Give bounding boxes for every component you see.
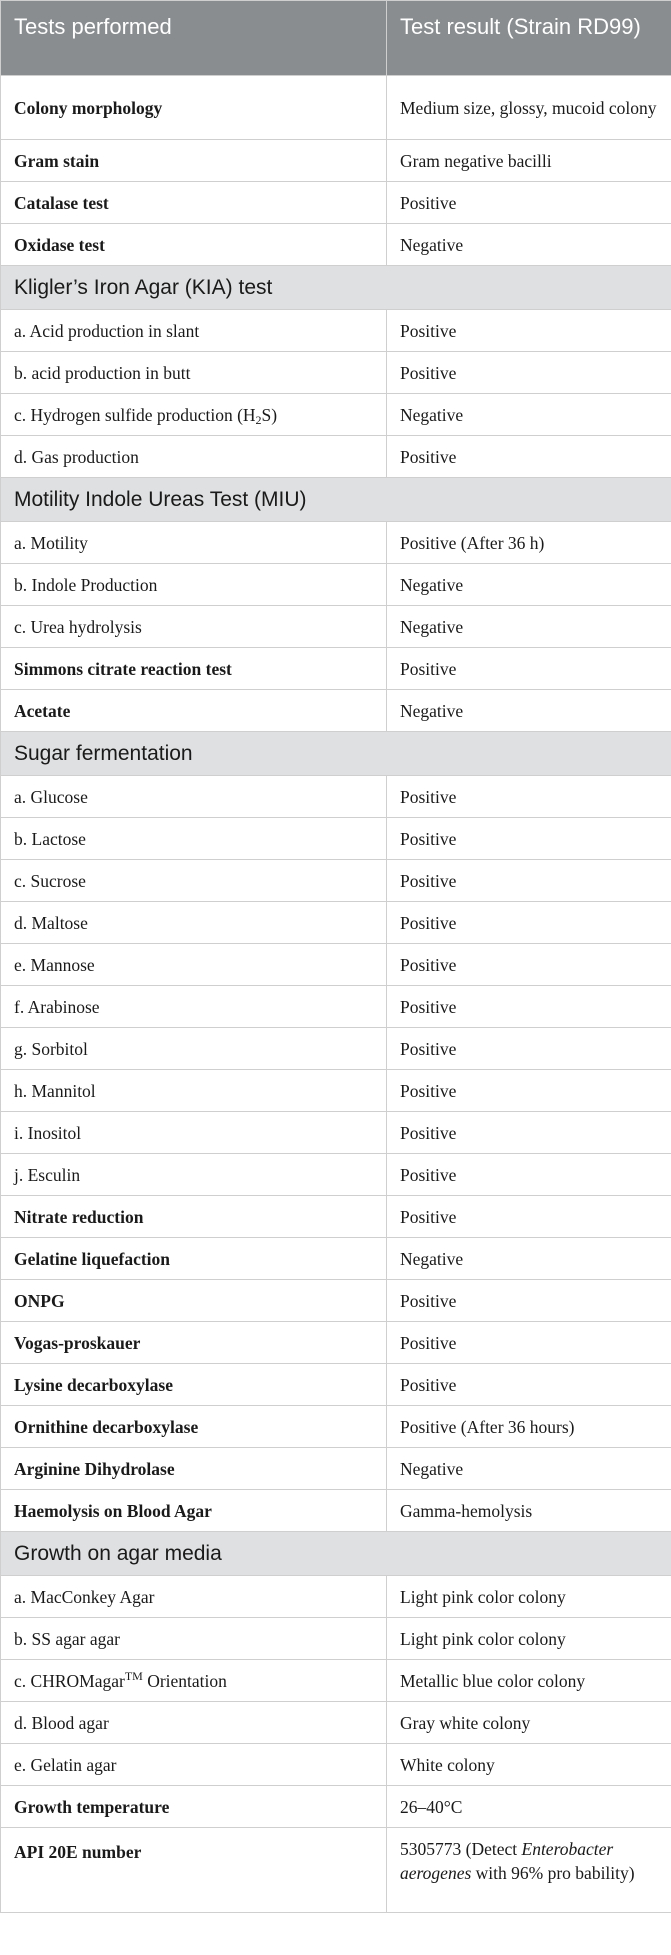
section-label: Growth on agar media	[1, 1532, 671, 1576]
table-row	[1, 1238, 671, 1280]
column-header-result: Test result (Strain RD99)	[387, 1, 671, 76]
test-name: g. Sorbitol	[1, 1028, 387, 1070]
test-result: Negative	[387, 394, 671, 436]
table-row	[1, 776, 671, 818]
test-result: Positive	[387, 776, 671, 818]
test-name: Gelatine liquefaction	[1, 1238, 387, 1280]
test-result: Positive	[387, 436, 671, 478]
test-result: Positive	[387, 310, 671, 352]
table-row	[1, 1786, 671, 1828]
test-name: b. SS agar agar	[1, 1618, 387, 1660]
table-row	[1, 648, 671, 690]
table-row	[1, 1618, 671, 1660]
test-name	[1, 394, 387, 436]
test-result: Positive	[387, 902, 671, 944]
test-result: Positive (After 36 hours)	[387, 1406, 671, 1448]
test-name-part: S)	[261, 404, 278, 425]
test-name: Acetate	[1, 690, 387, 732]
subscript: 2	[255, 412, 262, 427]
section-row	[1, 266, 671, 310]
table-row	[1, 394, 671, 436]
species-name: Enterobacter aerogenes	[400, 1839, 614, 1883]
table-row	[1, 1028, 671, 1070]
test-result: Positive	[387, 818, 671, 860]
test-name: Lysine decarboxylase	[1, 1364, 387, 1406]
test-result: Light pink color colony	[387, 1576, 671, 1618]
table-row	[1, 352, 671, 394]
section-label: Kligler’s Iron Agar (KIA) test	[1, 266, 671, 310]
test-result: Positive	[387, 1070, 671, 1112]
test-result: Positive	[387, 986, 671, 1028]
table-row	[1, 1490, 671, 1532]
table-row	[1, 436, 671, 478]
test-name	[1, 1660, 387, 1702]
test-result: Positive	[387, 1028, 671, 1070]
table-row	[1, 902, 671, 944]
table-row	[1, 690, 671, 732]
section-label: Motility Indole Ureas Test (MIU)	[1, 478, 671, 522]
test-name: a. MacConkey Agar	[1, 1576, 387, 1618]
result-part: 5305773 (Detect	[400, 1839, 522, 1859]
test-result: Negative	[387, 224, 671, 266]
test-result: Positive	[387, 1322, 671, 1364]
test-name: e. Mannose	[1, 944, 387, 986]
table-row	[1, 564, 671, 606]
test-result: Gray white colony	[387, 1702, 671, 1744]
test-result: Gamma-hemolysis	[387, 1490, 671, 1532]
section-row	[1, 478, 671, 522]
table-row	[1, 1406, 671, 1448]
test-name: e. Gelatin agar	[1, 1744, 387, 1786]
test-result: Positive	[387, 1196, 671, 1238]
table-row	[1, 944, 671, 986]
test-name: a. Glucose	[1, 776, 387, 818]
table-row	[1, 310, 671, 352]
table-row	[1, 1196, 671, 1238]
test-name: Haemolysis on Blood Agar	[1, 1490, 387, 1532]
test-name: b. Lactose	[1, 818, 387, 860]
table-header-row	[1, 1, 671, 76]
test-name: b. acid production in butt	[1, 352, 387, 394]
table-row	[1, 1702, 671, 1744]
test-name: ONPG	[1, 1280, 387, 1322]
test-name: d. Maltose	[1, 902, 387, 944]
test-name: j. Esculin	[1, 1154, 387, 1196]
test-result: Negative	[387, 564, 671, 606]
table-row	[1, 1070, 671, 1112]
test-name: i. Inositol	[1, 1112, 387, 1154]
test-name: b. Indole Production	[1, 564, 387, 606]
table-row	[1, 182, 671, 224]
test-name: Gram stain	[1, 140, 387, 182]
test-name: a. Acid production in slant	[1, 310, 387, 352]
table-row	[1, 986, 671, 1028]
test-name: d. Gas production	[1, 436, 387, 478]
test-result: Negative	[387, 1238, 671, 1280]
test-name: Catalase test	[1, 182, 387, 224]
table-row	[1, 1154, 671, 1196]
test-name: Nitrate reduction	[1, 1196, 387, 1238]
test-name: d. Blood agar	[1, 1702, 387, 1744]
table-row	[1, 76, 671, 140]
test-name: Arginine Dihydrolase	[1, 1448, 387, 1490]
test-result: Light pink color colony	[387, 1618, 671, 1660]
test-name: c. Urea hydrolysis	[1, 606, 387, 648]
test-result: Positive	[387, 944, 671, 986]
test-name-part: Orientation	[142, 1670, 227, 1691]
test-result: Gram negative bacilli	[387, 140, 671, 182]
test-result: Positive	[387, 1112, 671, 1154]
test-result: White colony	[387, 1744, 671, 1786]
test-result: Positive	[387, 1364, 671, 1406]
test-name-part: c. Hydrogen sulfide production (H	[14, 404, 256, 425]
section-row	[1, 1532, 671, 1576]
trademark-superscript: TM	[124, 1668, 143, 1683]
test-name: h. Mannitol	[1, 1070, 387, 1112]
table-row	[1, 818, 671, 860]
test-result: Metallic blue color colony	[387, 1660, 671, 1702]
test-result: Positive	[387, 1154, 671, 1196]
table-row	[1, 1448, 671, 1490]
test-result: Positive	[387, 860, 671, 902]
table-row	[1, 1280, 671, 1322]
section-row	[1, 732, 671, 776]
test-name: Simmons citrate reaction test	[1, 648, 387, 690]
test-name: API 20E number	[1, 1828, 387, 1913]
test-result: Negative	[387, 606, 671, 648]
table-row	[1, 1744, 671, 1786]
test-name: a. Motility	[1, 522, 387, 564]
test-result: 26–40°C	[387, 1786, 671, 1828]
test-name: Vogas-proskauer	[1, 1322, 387, 1364]
column-header-tests: Tests performed	[1, 1, 387, 76]
table-row	[1, 1112, 671, 1154]
test-name: Ornithine decarboxylase	[1, 1406, 387, 1448]
test-name: Growth temperature	[1, 1786, 387, 1828]
test-result: Positive	[387, 1280, 671, 1322]
table-row	[1, 1660, 671, 1702]
table-row	[1, 1322, 671, 1364]
test-result: Positive	[387, 352, 671, 394]
table-row	[1, 224, 671, 266]
table-row	[1, 1828, 671, 1913]
table-row	[1, 1364, 671, 1406]
table-row	[1, 606, 671, 648]
test-name: f. Arabinose	[1, 986, 387, 1028]
table-row	[1, 522, 671, 564]
test-result: Negative	[387, 690, 671, 732]
table-row	[1, 860, 671, 902]
test-name: Oxidase test	[1, 224, 387, 266]
table-row	[1, 1576, 671, 1618]
test-name-part: c. CHROMagar	[14, 1670, 125, 1691]
test-result: Medium size, glossy, mucoid colony	[387, 76, 671, 140]
test-result: Negative	[387, 1448, 671, 1490]
test-result: Positive	[387, 648, 671, 690]
section-label: Sugar fermentation	[1, 732, 671, 776]
test-name: c. Sucrose	[1, 860, 387, 902]
test-name: Colony morphology	[1, 76, 387, 140]
result-part: with 96% pro bability)	[471, 1863, 635, 1883]
table-row	[1, 140, 671, 182]
test-result	[387, 1828, 671, 1913]
test-result: Positive (After 36 h)	[387, 522, 671, 564]
test-result: Positive	[387, 182, 671, 224]
